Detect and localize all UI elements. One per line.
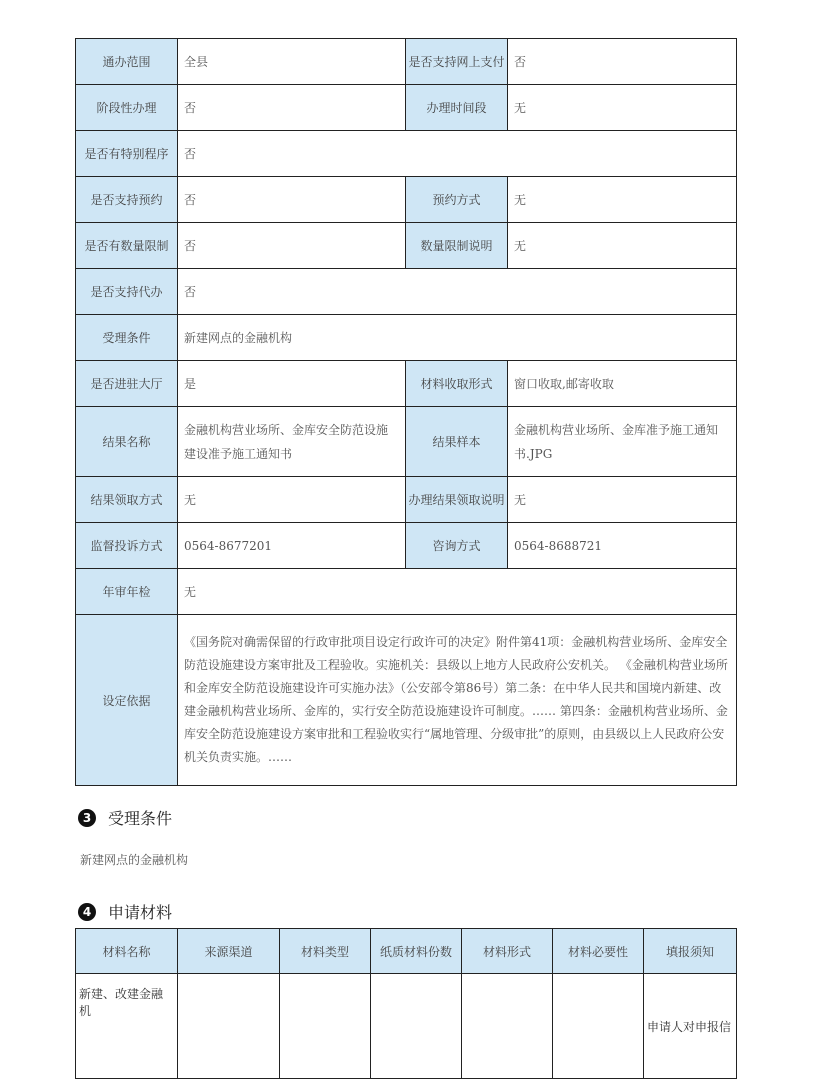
label-scope: 通办范围 [76, 39, 178, 85]
header-material-form: 材料形式 [462, 929, 553, 974]
value-quantity-limit: 否 [178, 223, 406, 269]
header-paper-copies: 纸质材料份数 [371, 929, 462, 974]
value-appointment-method: 无 [508, 177, 737, 223]
value-pickup-method: 无 [178, 477, 406, 523]
label-agent: 是否支持代办 [76, 269, 178, 315]
value-pickup-note: 无 [508, 477, 737, 523]
value-time-slot: 无 [508, 85, 737, 131]
value-collection-form: 窗口收取,邮寄收取 [508, 361, 737, 407]
value-result-sample: 金融机构营业场所、金库准予施工通知书.JPG [508, 407, 737, 477]
cell-material-form [462, 974, 553, 1079]
label-complaint: 监督投诉方式 [76, 523, 178, 569]
label-quantity-limit: 是否有数量限制 [76, 223, 178, 269]
label-inquiry: 咨询方式 [406, 523, 508, 569]
value-special-procedure: 否 [178, 131, 737, 177]
value-legal-basis: 《国务院对确需保留的行政审批项目设定行政许可的决定》附件第41项：金融机构营业场所、金库安全防范设施建设方案审批及工程验收。实施机关：县级以上地方人民政府公安机关。 《金融机构营业场所和金库安全防范设施建设许可实施办法》（公安部令第86号）第二条：在中华人民共和国境内新建、改建金融机构营业场所、金库的，实行安全防范设施建设许可制度。…… 第四条：金融机构营业场所、金库安全防范设施建设方案审批和工程验收实行“属地管理、分级审批”的原则，由县级以上人民政府公安机关负责实施。…… [178, 615, 737, 786]
value-annual-review: 无 [178, 569, 737, 615]
value-phased: 否 [178, 85, 406, 131]
label-time-slot: 办理时间段 [406, 85, 508, 131]
info-row-annual [76, 569, 737, 615]
header-source: 来源渠道 [178, 929, 280, 974]
label-result-sample: 结果样本 [406, 407, 508, 477]
value-conditions: 新建网点的金融机构 [178, 315, 737, 361]
label-legal-basis: 设定依据 [76, 615, 178, 786]
info-row-phased [76, 85, 737, 131]
section-3-heading [78, 806, 172, 829]
header-filling-notes: 填报须知 [644, 929, 737, 974]
materials-header-row [76, 929, 737, 974]
materials-table [75, 928, 737, 1079]
header-necessity: 材料必要性 [553, 929, 644, 974]
value-hall: 是 [178, 361, 406, 407]
section-number-badge: 4 [78, 903, 96, 921]
cell-material-name: 新建、改建金融机 [76, 974, 178, 1079]
value-result-name: 金融机构营业场所、金库安全防范设施建设准予施工通知书 [178, 407, 406, 477]
section-3-text: 新建网点的金融机构 [80, 853, 189, 867]
label-appointment-method: 预约方式 [406, 177, 508, 223]
label-pickup-note: 办理结果领取说明 [406, 477, 508, 523]
section-4-heading [78, 900, 172, 923]
cell-source [178, 974, 280, 1079]
label-quantity-note: 数量限制说明 [406, 223, 508, 269]
label-conditions: 受理条件 [76, 315, 178, 361]
info-row-pickup [76, 477, 737, 523]
label-collection-form: 材料收取形式 [406, 361, 508, 407]
info-table [75, 38, 737, 786]
label-hall: 是否进驻大厅 [76, 361, 178, 407]
value-quantity-note: 无 [508, 223, 737, 269]
value-complaint-phone: 0564-8677201 [178, 523, 406, 569]
label-pickup-method: 结果领取方式 [76, 477, 178, 523]
label-result-name: 结果名称 [76, 407, 178, 477]
table-row [76, 974, 737, 1079]
section-title: 申请材料 [108, 903, 173, 922]
info-row-appointment [76, 177, 737, 223]
label-phased: 阶段性办理 [76, 85, 178, 131]
label-annual-review: 年审年检 [76, 569, 178, 615]
cell-filling-notes: 申请人对申报信 [644, 974, 737, 1079]
value-scope: 全县 [178, 39, 406, 85]
value-online-payment: 否 [508, 39, 737, 85]
label-appointment: 是否支持预约 [76, 177, 178, 223]
info-row-agent [76, 269, 737, 315]
section-title: 受理条件 [108, 809, 173, 828]
info-row-conditions [76, 315, 737, 361]
value-agent: 否 [178, 269, 737, 315]
value-inquiry-phone: 0564-8688721 [508, 523, 737, 569]
cell-paper-copies [371, 974, 462, 1079]
value-appointment: 否 [178, 177, 406, 223]
info-row-special [76, 131, 737, 177]
header-material-name: 材料名称 [76, 929, 178, 974]
info-row-basis [76, 615, 737, 786]
cell-material-type [280, 974, 371, 1079]
header-material-type: 材料类型 [280, 929, 371, 974]
info-row-hall [76, 361, 737, 407]
info-row-quantity [76, 223, 737, 269]
cell-necessity [553, 974, 644, 1079]
info-row-result [76, 407, 737, 477]
info-row-contact [76, 523, 737, 569]
label-special-procedure: 是否有特别程序 [76, 131, 178, 177]
label-online-payment: 是否支持网上支付 [406, 39, 508, 85]
info-row-scope [76, 39, 737, 85]
section-number-badge: 3 [78, 809, 96, 827]
